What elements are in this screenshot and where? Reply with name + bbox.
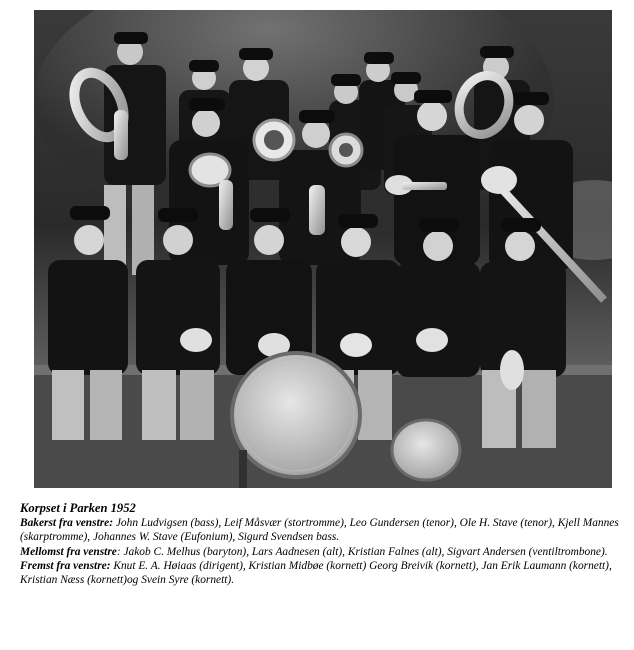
caption-row-front-lead: Fremst fra venstre: [20,559,111,572]
band-photograph [34,10,612,488]
caption-row-back [20,516,632,545]
caption-row-back-lead: Bakerst fra venstre: [20,517,114,529]
band-photo-image [34,10,612,488]
caption-row-middle [20,545,632,559]
caption-row-middle-lead: Mellomst fra venstre [20,545,117,558]
photo-caption [20,500,632,587]
caption-row-back-text: John Ludvigsen (bass), Leif Måsvær (stortromme), Leo Gundersen (tenor), Ole H. Stave (tenor), Kjell Mannes (skarptromme), Johannes W. Stave (Eufonium), Sigurd Svendsen bass. [20,517,619,544]
caption-title: Korpset i Parken 1952 [20,501,136,515]
caption-row-middle-text: : Jakob C. Melhus (baryton), Lars Aadnesen (alt), Kristian Falnes (alt), Sigvart Andersen (ventiltrombone). [116,545,608,558]
caption-row-front [20,559,632,588]
caption-row-front-text: Knut E. A. Høiaas (dirigent), Kristian Midbøe (kornett) Georg Breivik (kornett), Jan Erik Laumann (kornett), Kristian Næss (kornett)og Svein Syre (kornett). [20,559,612,587]
